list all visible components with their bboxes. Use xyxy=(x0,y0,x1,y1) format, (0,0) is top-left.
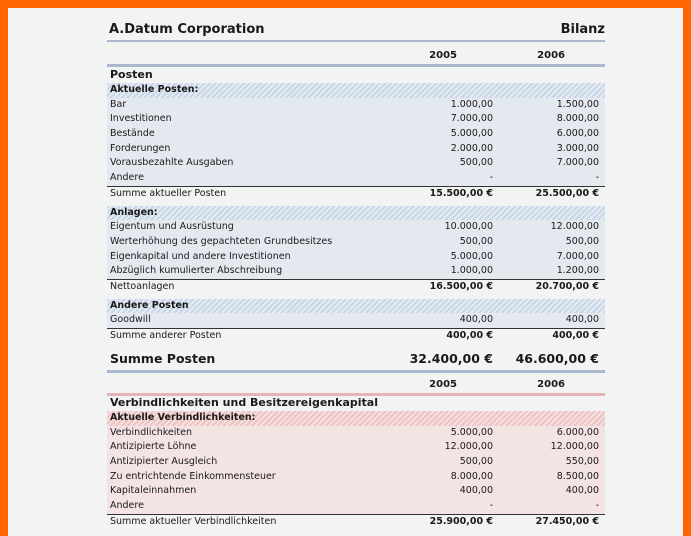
subtotal-row xyxy=(107,187,605,202)
assets-section xyxy=(107,67,605,344)
row-label: Summe aktueller Verbindlichkeiten xyxy=(110,515,277,527)
subtotal-row xyxy=(107,280,605,295)
value-2005: 16.500,00 € xyxy=(429,280,493,292)
value-2006: 12.000,00 xyxy=(550,441,599,453)
value-2006: 400,00 € xyxy=(552,330,599,341)
row-label: Antizipierter Ausgleich xyxy=(110,456,218,468)
company-name: A.Datum Corporation xyxy=(109,22,265,37)
year-2005: 2005 xyxy=(429,379,457,390)
year-2006: 2006 xyxy=(537,50,565,61)
subsection-fixed-assets xyxy=(107,206,605,221)
value-2005: 5.000,00 xyxy=(450,128,493,140)
subtotal-row xyxy=(107,515,605,530)
row-label: Werterhöhung des gepachteten Grundbesitzes xyxy=(110,235,333,247)
value-2005: - xyxy=(489,172,493,184)
table-row xyxy=(107,112,605,127)
value-2005: 500,00 xyxy=(459,235,493,247)
row-label: Vorausbezahlte Ausgaben xyxy=(110,157,234,169)
value-2005: 12.000,00 xyxy=(444,441,493,453)
value-2005: - xyxy=(489,500,493,512)
table-row xyxy=(107,313,605,329)
table-row xyxy=(107,98,605,113)
subsection-current-liabilities xyxy=(107,411,605,426)
grand-total-assets xyxy=(107,348,605,373)
row-label: Andere Posten xyxy=(110,299,189,311)
value-2005: 5.000,00 xyxy=(450,426,493,438)
value-2006: 20.700,00 € xyxy=(535,280,599,292)
subsection-other-assets xyxy=(107,299,605,314)
page xyxy=(8,8,683,536)
value-2006: 27.450,00 € xyxy=(535,515,599,527)
value-2006: 400,00 xyxy=(565,314,599,326)
value-2006: 1.500,00 xyxy=(556,98,599,110)
title-row xyxy=(107,22,605,42)
row-label: Summe Posten xyxy=(110,351,216,366)
value-2005: 8.000,00 xyxy=(450,470,493,482)
row-label: Summe anderer Posten xyxy=(110,330,222,341)
table-row xyxy=(107,264,605,280)
row-label: Eigenkapital und andere Investitionen xyxy=(110,250,291,262)
table-row xyxy=(107,470,605,485)
table-row xyxy=(107,484,605,499)
table-row xyxy=(107,440,605,455)
value-2006: 7.000,00 xyxy=(556,157,599,169)
section-title-assets xyxy=(107,67,605,83)
section-title-liabilities xyxy=(107,395,605,411)
row-label: Andere xyxy=(110,172,144,184)
value-2005: 15.500,00 € xyxy=(429,187,493,199)
value-2006: 550,00 xyxy=(565,456,599,468)
value-2006: 46.600,00 € xyxy=(515,351,599,366)
value-2005: 1.000,00 xyxy=(450,98,493,110)
table-row xyxy=(107,127,605,142)
year-2005: 2005 xyxy=(429,50,457,61)
value-2006: 1.200,00 xyxy=(556,265,599,277)
row-label: Summe aktueller Posten xyxy=(110,187,227,199)
value-2006: 6.000,00 xyxy=(556,426,599,438)
value-2006: 8.000,00 xyxy=(556,113,599,125)
row-label: Verbindlichkeiten und Besitzereigenkapital xyxy=(110,396,378,409)
value-2005: 500,00 xyxy=(459,157,493,169)
row-label: Eigentum und Ausrüstung xyxy=(110,221,234,233)
row-label: Goodwill xyxy=(110,314,151,326)
value-2006: 7.000,00 xyxy=(556,250,599,262)
value-2005: 400,00 € xyxy=(446,330,493,341)
value-2005: 500,00 xyxy=(459,456,493,468)
document-title: Bilanz xyxy=(560,22,605,37)
value-2005: 5.000,00 xyxy=(450,250,493,262)
row-label: Zu entrichtende Einkommensteuer xyxy=(110,470,276,482)
value-2005: 400,00 xyxy=(459,485,493,497)
value-2006: 6.000,00 xyxy=(556,128,599,140)
row-label: Antizipierte Löhne xyxy=(110,441,197,453)
row-label: Andere xyxy=(110,500,144,512)
row-label: Forderungen xyxy=(110,142,171,154)
value-2005: 25.900,00 € xyxy=(429,515,493,527)
value-2006: 500,00 xyxy=(565,235,599,247)
table-row xyxy=(107,171,605,187)
table-row xyxy=(107,455,605,470)
row-label: Kapitaleinnahmen xyxy=(110,485,197,497)
subsection-current-assets xyxy=(107,83,605,98)
value-2006: 8.500,00 xyxy=(556,470,599,482)
year-header-liabilities xyxy=(107,377,605,396)
year-header-assets xyxy=(107,48,605,67)
row-label: Abzüglich kumulierter Abschreibung xyxy=(110,265,283,277)
row-label: Bestände xyxy=(110,128,155,140)
table-row xyxy=(107,220,605,235)
value-2006: - xyxy=(595,500,599,512)
value-2005: 1.000,00 xyxy=(450,265,493,277)
table-row xyxy=(107,250,605,265)
row-label: Anlagen: xyxy=(110,206,158,218)
year-2006: 2006 xyxy=(537,379,565,390)
value-2006: 25.500,00 € xyxy=(535,187,599,199)
row-label: Aktuelle Verbindlichkeiten: xyxy=(110,412,256,423)
row-label: Nettoanlagen xyxy=(110,280,175,292)
value-2005: 32.400,00 € xyxy=(409,351,493,366)
value-2006: 400,00 xyxy=(565,485,599,497)
table-row xyxy=(107,499,605,515)
subtotal-row xyxy=(107,329,605,344)
value-2006: - xyxy=(595,172,599,184)
table-row xyxy=(107,426,605,441)
row-label: Bar xyxy=(110,98,127,110)
table-row xyxy=(107,156,605,171)
row-label: Aktuelle Posten: xyxy=(110,84,199,95)
value-2006: 3.000,00 xyxy=(556,142,599,154)
table-row xyxy=(107,142,605,157)
table-row xyxy=(107,235,605,250)
value-2005: 7.000,00 xyxy=(450,113,493,125)
value-2005: 2.000,00 xyxy=(450,142,493,154)
value-2006: 12.000,00 xyxy=(550,221,599,233)
liabilities-section xyxy=(107,395,605,530)
value-2005: 10.000,00 xyxy=(444,221,493,233)
row-label: Posten xyxy=(110,68,153,81)
value-2005: 400,00 xyxy=(459,314,493,326)
row-label: Verbindlichkeiten xyxy=(110,426,192,438)
row-label: Investitionen xyxy=(110,113,172,125)
